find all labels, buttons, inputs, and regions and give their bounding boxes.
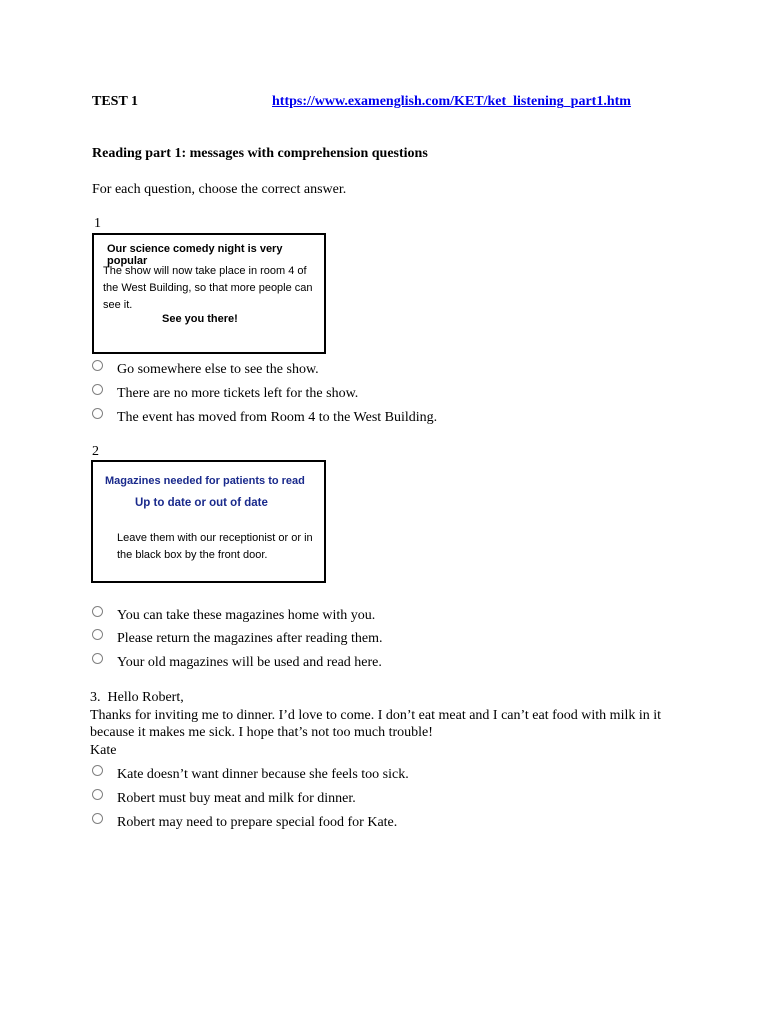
notice-1-sign-off: See you there! xyxy=(162,313,238,325)
radio-button[interactable] xyxy=(92,789,103,800)
option-text: Robert must buy meat and milk for dinner. xyxy=(117,791,356,806)
q1-option-b[interactable] xyxy=(92,386,358,404)
radio-button[interactable] xyxy=(92,629,103,640)
option-text: Your old magazines will be used and read here. xyxy=(117,655,382,670)
q1-option-c[interactable] xyxy=(92,410,437,428)
letter-message: Thanks for inviting me to dinner. I’d love to come. I don’t eat meat and I can’t eat food with milk in it because it makes me sick. I hope that’s not too much trouble! xyxy=(90,708,662,740)
option-text: The event has moved from Room 4 to the West Building. xyxy=(117,410,438,425)
radio-button[interactable] xyxy=(92,408,103,419)
option-text: Go somewhere else to see the show. xyxy=(117,362,319,377)
notice-2-subtitle: Up to date or out of date xyxy=(135,497,268,509)
option-text: You can take these magazines home with you. xyxy=(117,608,376,623)
test-label: TEST 1 xyxy=(92,94,139,109)
notice-2-title: Magazines needed for patients to read xyxy=(105,475,305,487)
q2-option-a[interactable] xyxy=(92,608,375,626)
radio-button[interactable] xyxy=(92,606,103,617)
option-text: Kate doesn’t want dinner because she feels too sick. xyxy=(117,767,409,782)
notice-2 xyxy=(91,460,326,583)
letter-greeting: Hello Robert, xyxy=(107,690,184,705)
radio-button[interactable] xyxy=(92,813,103,824)
radio-button[interactable] xyxy=(92,360,103,371)
q2-option-c[interactable] xyxy=(92,655,382,673)
radio-button[interactable] xyxy=(92,384,103,395)
question-number-1: 1 xyxy=(94,216,101,231)
q3-option-b[interactable] xyxy=(92,791,356,809)
notice-1-title: Our science comedy night is very popular xyxy=(107,243,283,267)
radio-button[interactable] xyxy=(92,653,103,664)
notice-1-body: The show will now take place in room 4 of the West Building, so that more people can see it. xyxy=(103,265,313,311)
option-text: Robert may need to prepare special food for Kate. xyxy=(117,815,398,830)
question-number-2: 2 xyxy=(92,444,99,459)
q2-option-b[interactable] xyxy=(92,631,383,649)
instruction: For each question, choose the correct answer. xyxy=(92,182,347,197)
q3-option-a[interactable] xyxy=(92,767,409,785)
radio-button[interactable] xyxy=(92,765,103,776)
examenglish-link[interactable]: https://www.examenglish.com/KET/ket_listening_part1.htm xyxy=(272,94,631,109)
q3-option-c[interactable] xyxy=(92,815,397,833)
q1-option-a[interactable] xyxy=(92,362,319,380)
section-title: Reading part 1: messages with comprehension questions xyxy=(92,146,428,161)
question-number-3: 3. xyxy=(90,690,101,705)
notice-2-body: Leave them with our receptionist or or in the black box by the front door. xyxy=(117,532,313,561)
letter-signature: Kate xyxy=(90,743,117,758)
option-text: There are no more tickets left for the show. xyxy=(117,386,359,401)
option-text: Please return the magazines after reading them. xyxy=(117,631,383,646)
notice-1 xyxy=(92,233,326,354)
question-3-header xyxy=(90,689,670,706)
